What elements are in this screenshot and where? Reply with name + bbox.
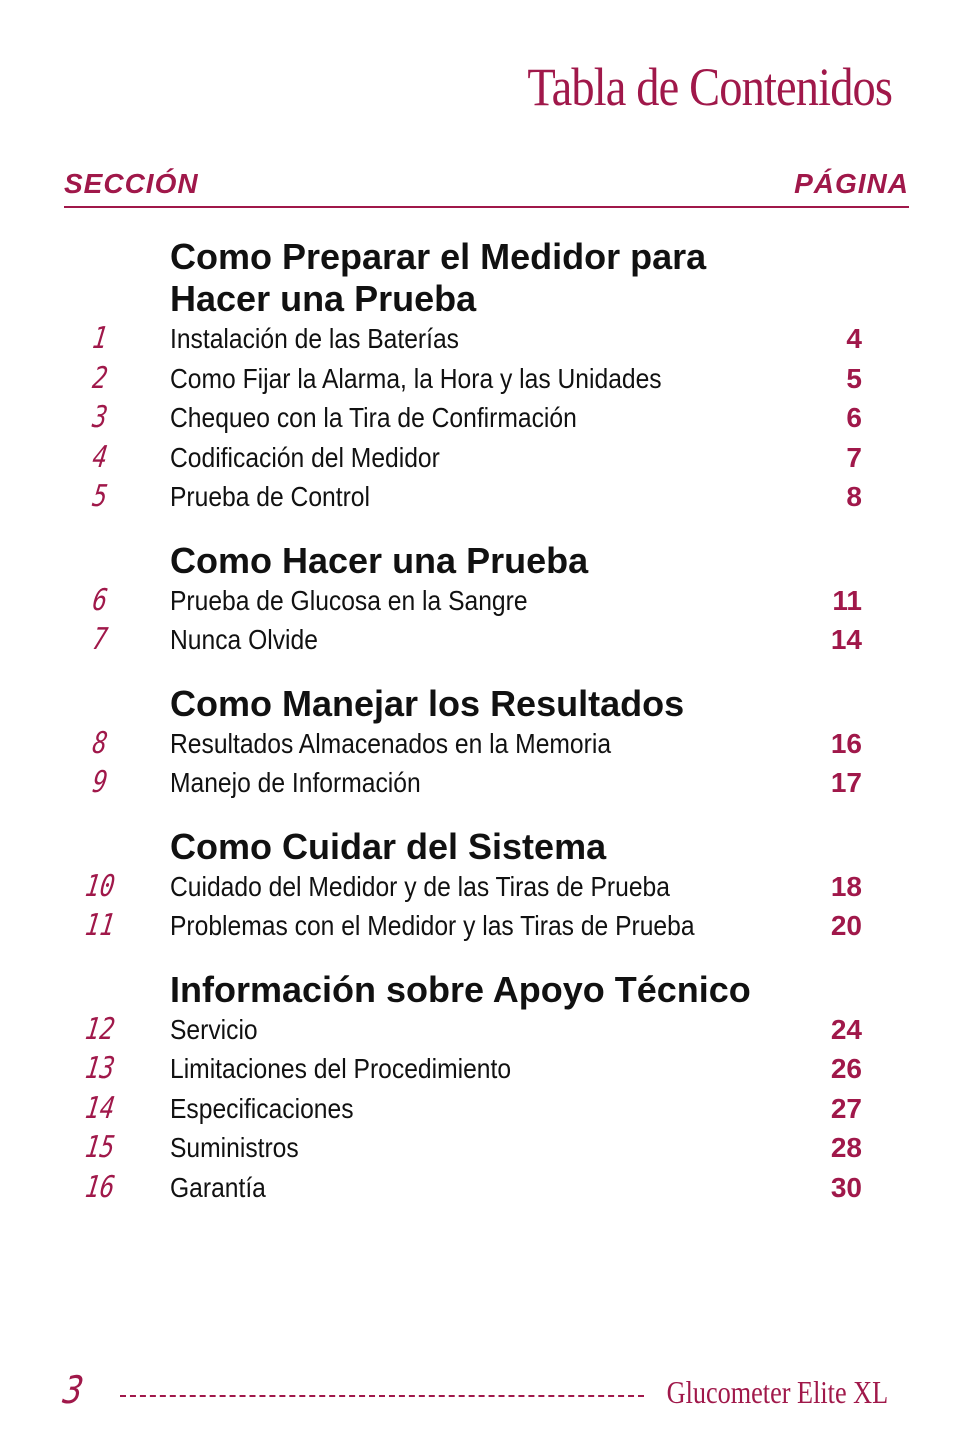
entry-label: Problemas con el Medidor y las Tiras de Prueba: [170, 910, 695, 941]
chapter-number: 11: [83, 908, 117, 943]
toc-entry[interactable]: [0, 1129, 954, 1169]
section-title: Como Hacer una Prueba: [170, 539, 589, 581]
toc-entry[interactable]: [0, 1050, 954, 1090]
entry-label: Chequeo con la Tira de Confirmación: [170, 402, 577, 433]
section-title: Como Manejar los Resultados: [170, 682, 685, 724]
page-number: 8: [846, 481, 862, 512]
footer-divider: [120, 1395, 644, 1397]
page-number: 17: [830, 767, 862, 798]
page-number: 14: [830, 624, 862, 655]
toc-entry[interactable]: [0, 582, 954, 622]
toc-section: [0, 236, 954, 518]
page-number: 28: [830, 1132, 862, 1163]
section-title: Como Cuidar del Sistema: [170, 825, 607, 867]
entry-label: Especificaciones: [170, 1092, 354, 1124]
entry-label: Codificación del Medidor: [170, 441, 440, 473]
chapter-number: 4: [90, 439, 110, 475]
page-number: 24: [830, 1013, 862, 1045]
chapter-number: 1: [90, 321, 110, 356]
entry-label: Limitaciones del Procedimiento: [170, 1053, 512, 1084]
toc-entry[interactable]: [0, 360, 954, 400]
table-of-contents: [0, 236, 954, 1230]
entry-label: Suministros: [170, 1132, 299, 1163]
toc-entry[interactable]: [0, 764, 954, 804]
section-title: Información sobre Apoyo Técnico: [170, 968, 751, 1010]
entry-label: Como Fijar la Alarma, la Hora y las Unidades: [170, 362, 662, 394]
toc-entry[interactable]: [0, 1011, 954, 1051]
chapter-number: 16: [83, 1169, 117, 1205]
toc-entry[interactable]: [0, 1169, 954, 1209]
toc-entry[interactable]: [0, 320, 954, 360]
chapter-number: 14: [83, 1090, 117, 1126]
entry-label: Manejo de Información: [170, 767, 421, 798]
entry-label: Nunca Olvide: [170, 624, 318, 655]
entry-label: Prueba de Glucosa en la Sangre: [170, 584, 528, 616]
toc-entry[interactable]: [0, 439, 954, 479]
page-number: 16: [830, 727, 862, 759]
entry-label: Servicio: [170, 1013, 258, 1045]
chapter-number: 2: [90, 360, 110, 396]
page-number: 4: [846, 323, 862, 354]
entry-label: Garantía: [170, 1171, 266, 1203]
toc-entry[interactable]: [0, 1090, 954, 1130]
entry-label: Cuidado del Medidor y de las Tiras de Prueba: [170, 870, 670, 902]
footer-brand: Glucometer Elite XL: [666, 1374, 888, 1410]
column-header: [64, 168, 909, 208]
toc-section: [0, 683, 954, 804]
toc-entry[interactable]: [0, 478, 954, 518]
chapter-number: 3: [90, 400, 110, 435]
section-title: Como Preparar el Medidor para Hacer una Prueba: [170, 236, 707, 319]
toc-entry[interactable]: [0, 621, 954, 661]
toc-entry[interactable]: [0, 868, 954, 908]
page-number: 6: [846, 402, 862, 433]
toc-entry[interactable]: [0, 725, 954, 765]
entry-label: Resultados Almacenados en la Memoria: [170, 727, 612, 759]
toc-entry[interactable]: [0, 399, 954, 439]
entry-label: Prueba de Control: [170, 481, 370, 512]
chapter-number: 5: [90, 479, 110, 514]
chapter-number: 12: [83, 1011, 117, 1047]
page-number: 30: [830, 1171, 862, 1203]
toc-section: [0, 540, 954, 661]
page-column-label: PÁGINA: [794, 168, 909, 199]
chapter-number: 6: [90, 582, 110, 618]
page-number: 20: [830, 910, 862, 941]
chapter-number: 7: [90, 622, 110, 657]
footer-page-number: 3: [60, 1368, 87, 1412]
page-number: 5: [846, 362, 862, 394]
chapter-number: 9: [90, 765, 110, 800]
toc-entry[interactable]: [0, 907, 954, 947]
page-number: 18: [830, 870, 862, 902]
chapter-number: 15: [83, 1130, 117, 1165]
page-title: Tabla de Contenidos: [527, 57, 892, 117]
page-number: 26: [830, 1053, 862, 1084]
entry-label: Instalación de las Baterías: [170, 323, 460, 354]
page-number: 27: [830, 1092, 862, 1124]
chapter-number: 10: [83, 868, 117, 904]
page-number: 11: [832, 584, 862, 616]
page-number: 7: [846, 441, 862, 473]
chapter-number: 8: [90, 725, 110, 761]
toc-section: [0, 826, 954, 947]
toc-section: [0, 969, 954, 1209]
section-column-label: SECCIÓN: [64, 168, 199, 199]
chapter-number: 13: [83, 1051, 117, 1086]
